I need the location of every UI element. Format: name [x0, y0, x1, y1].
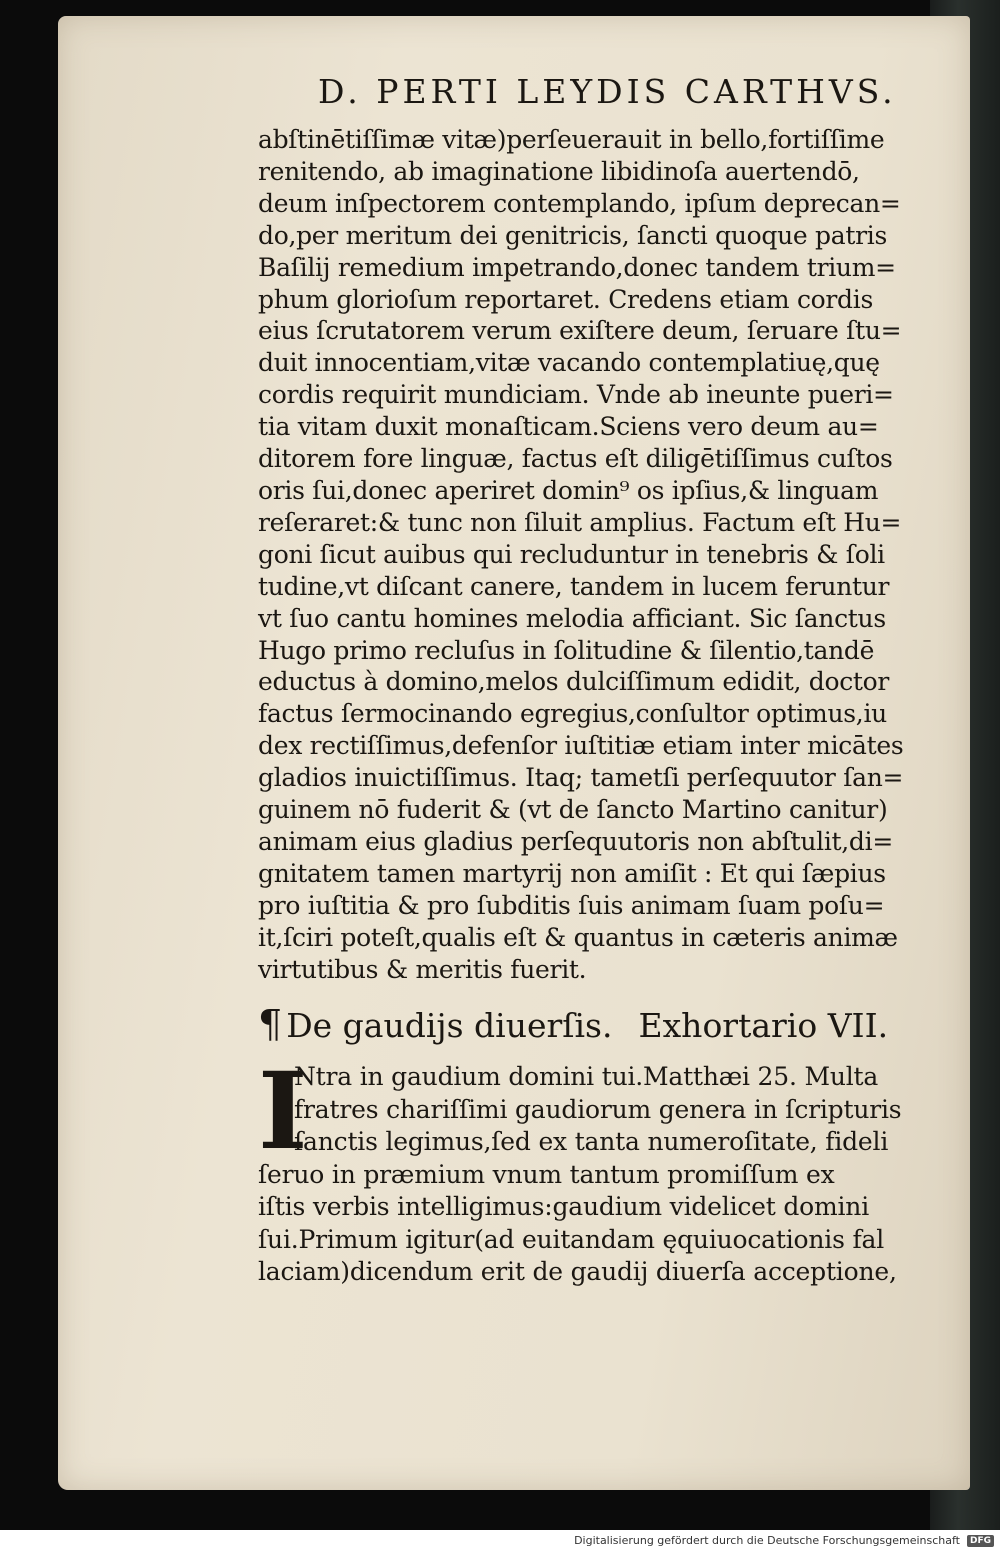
text-line: goni ſicut auibus qui recluduntur in tenebris & ſoli — [258, 539, 885, 569]
text-line: tudine,vt diſcant canere, tandem in lucem feruntur — [258, 571, 890, 601]
footer-bar — [0, 1530, 1000, 1554]
text-line: vt ſuo cantu homines melodia afficiant. Sic ſanctus — [258, 603, 886, 633]
dfg-logo: DFG — [967, 1535, 994, 1547]
text-line: animam eius gladius perſequutoris non abſtulit,di= — [258, 826, 893, 856]
exhortation-number: Exhortario VII. — [638, 1006, 889, 1046]
text-line: deum inſpectorem contemplando, ipſum deprecan= — [258, 188, 901, 218]
text-line: tia vitam duxit monaſticam.Sciens vero deum au= — [258, 412, 879, 442]
text-line: reſeraret:& tunc non ſiluit amplius. Factum eſt Hu= — [258, 507, 902, 537]
text-line: it,ſciri poteſt,qualis eſt & quantus in cæteris animæ — [258, 922, 898, 952]
page-text-block — [258, 66, 948, 1289]
text-line: guinem nō fuderit & (vt de ſancto Martino canitur) — [258, 795, 888, 825]
book-page — [58, 16, 970, 1490]
running-head: D. PERTI LEYDIS CARTHVS. — [318, 72, 897, 111]
text-line: factus ſermocinando egregius,conſultor optimus,iu — [258, 699, 887, 729]
text-line: ſui.Primum igitur(ad euitandam ęquiuocationis fal — [258, 1224, 885, 1254]
text-line: laciam)dicendum erit de gaudij diuerſa acceptione, — [258, 1257, 897, 1287]
text-line: iſtis verbis intelligimus:gaudium videlicet domini — [258, 1192, 870, 1222]
pilcrow-mark: ¶ — [258, 1002, 283, 1047]
text-line: do,per meritum dei genitricis, ſancti quoque patris — [258, 220, 887, 250]
paragraph-2 — [258, 1048, 948, 1289]
text-line: eductus à domino,melos dulciſſimum edidit, doctor — [258, 667, 890, 697]
text-line: ditorem fore linguæ, factus eſt diligētiſſimus cuſtos — [258, 444, 893, 474]
drop-initial: I — [258, 1048, 308, 1174]
section-title: De gaudijs diuerſis. — [286, 1006, 613, 1046]
section-heading — [258, 999, 948, 1051]
text-line: duit innocentiam,vitæ vacando contemplatiuę,quę — [258, 348, 880, 378]
text-line: abſtinētiſſimæ vitæ)perſeuerauit in bello,fortiſſime — [258, 125, 885, 154]
text-line: ſanctis legimus,ſed ex tanta numeroſitate, fideli — [294, 1127, 889, 1157]
text-line: renitendo, ab imaginatione libidinoſa auertendō, — [258, 156, 860, 186]
text-line: Hugo primo recluſus in ſolitudine & ſilentio,tandē — [258, 635, 875, 665]
text-line: Ntra in gaudium domini tui.Matthæi 25. Multa — [294, 1062, 879, 1092]
text-line: virtutibus & meritis fuerit. — [258, 954, 587, 984]
text-line: oris ſui,donec aperiret domin⁹ os ipſius,& linguam — [258, 475, 879, 505]
text-line: gnitatem tamen martyrij non amiſit : Et qui ſæpius — [258, 858, 886, 888]
paragraph-1 — [258, 124, 948, 985]
text-line: pro iuſtitia & pro ſubditis ſuis animam ſuam poſu= — [258, 890, 885, 920]
text-line: phum glorioſum reportaret. Credens etiam cordis — [258, 284, 873, 314]
text-line: cordis requirit mundiciam. Vnde ab ineunte pueri= — [258, 380, 894, 410]
text-line: ſeruo in præmium vnum tantum promiſſum ex — [258, 1159, 835, 1189]
text-line: eius ſcrutatorem verum exiſtere deum, ſeruare ſtu= — [258, 316, 902, 346]
paragraph-2-lines — [258, 1048, 948, 1289]
funding-note: Digitalisierung gefördert durch die Deutsche Forschungsgemeinschaft — [574, 1534, 960, 1547]
text-line: fratres chariſſimi gaudiorum genera in ſcripturis — [294, 1094, 902, 1124]
text-line: gladios inuictiſſimus. Itaq; tametſi perſequutor ſan= — [258, 763, 904, 793]
text-line: Baſilij remedium impetrando,donec tandem trium= — [258, 252, 896, 282]
text-line: dex rectiſſimus,defenſor iuſtitiæ etiam inter micātes — [258, 731, 904, 761]
